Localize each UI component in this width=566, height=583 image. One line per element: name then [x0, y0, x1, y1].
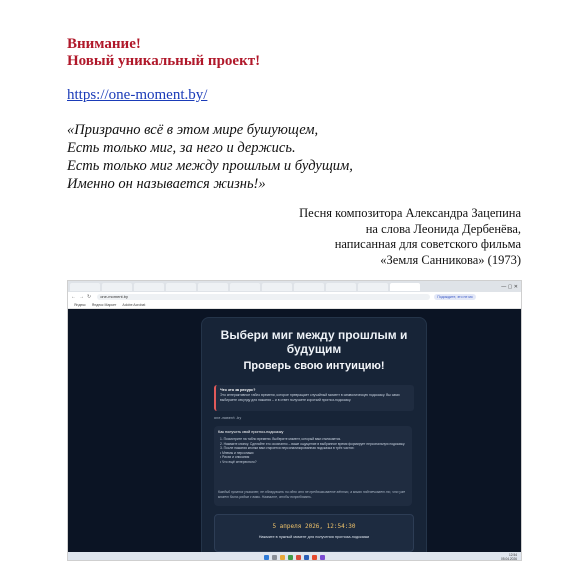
howto-step: • Рисхи и описания [220, 455, 250, 460]
system-clock[interactable] [501, 553, 517, 561]
quote-line: «Призрачно всё в этом мире бушующем, [67, 122, 319, 138]
window-controls[interactable]: — ▢ ✕ [501, 283, 518, 290]
forward-icon[interactable]: → [79, 293, 84, 300]
howto-step: • Мнемы и персонажи [220, 450, 254, 455]
song-credit [299, 206, 521, 268]
site-tag: one-moment.by [214, 416, 242, 420]
heading-line-1: Внимание! [67, 36, 141, 52]
info-box [214, 385, 414, 411]
browser-tab[interactable] [166, 283, 196, 291]
app-icon[interactable] [288, 555, 293, 560]
clock-time: 12:54 [509, 553, 517, 557]
reload-icon[interactable]: ↻ [87, 293, 92, 300]
url-field[interactable]: one-moment.by [97, 294, 430, 300]
page-subtitle: Проверь свою интуицию! [243, 360, 385, 372]
browser-tab[interactable] [230, 283, 260, 291]
address-action-button[interactable]: Подождите, это не мо [434, 294, 476, 300]
browser-tab[interactable] [262, 283, 292, 291]
browser-tab[interactable] [134, 283, 164, 291]
browser-tab-active[interactable] [390, 283, 420, 291]
heading-line-2: Новый уникальный проект! [67, 53, 261, 69]
howto-step: • Что ещё интересного? [220, 459, 257, 464]
howto-step: 1. Посмотрите на табло времени. Выберите момент, который вам откликается. [220, 437, 342, 441]
browser-tab[interactable] [294, 283, 324, 291]
song-quote [67, 121, 353, 193]
browser-tab[interactable] [102, 283, 132, 291]
explorer-icon[interactable] [280, 555, 285, 560]
info-answer: Это интерактивное табло времени, которое превращает случайный момент в символическую подсказку. Вы сами выбираете секунду для нажатия – и в ответ получаете короткий прогноз-подсказку. [220, 393, 400, 402]
embedded-browser-screenshot [67, 280, 522, 561]
web-page [68, 309, 521, 552]
browser-tab-bar [68, 281, 521, 292]
howto-footer: Каждый прогноз уникален, не обнаружить ни одно что не предсказываете жёстко, а мягко подсвечивает то, что уже может быть рядом с вами. Нажмите, чтобы попробовать. [218, 490, 406, 499]
chrome-icon[interactable] [312, 555, 317, 560]
address-bar [68, 292, 521, 301]
credit-line: на слова Леонида Дербенёва, [365, 221, 521, 236]
search-icon[interactable] [272, 555, 277, 560]
back-icon[interactable]: ← [71, 293, 76, 300]
quote-line: Именно он называется жизнь!» [67, 176, 266, 192]
howto-list [220, 437, 406, 465]
howto-title: Как получить свой прогноз-подсказку [218, 430, 284, 434]
credit-line: «Земля Санникова» (1973) [380, 252, 521, 267]
howto-step: 2. Нажмите кнопку. Сделайте это осознанно – ваше ощущение в выбранное время формирует персональную подсказку. [220, 441, 406, 446]
bookmark-item[interactable]: Яндекс Маркет [91, 302, 117, 307]
browser-tab[interactable] [70, 283, 100, 291]
bookmark-item[interactable]: Adobe Acrobat [122, 302, 146, 307]
info-question: Что это за ресурс? [220, 388, 256, 392]
credit-line: Песня композитора Александра Зацепина [299, 206, 521, 220]
moment-cta: Нажмите в нужный момент для получения прогноза-подсказки [258, 535, 370, 539]
current-date-time: 5 апреля 2026, 12:54:30 [272, 523, 356, 530]
app-icon[interactable] [296, 555, 301, 560]
browser-tab[interactable] [326, 283, 356, 291]
app-icon[interactable] [320, 555, 325, 560]
clock-date: 05.04.2026 [501, 557, 517, 561]
main-card [201, 317, 427, 559]
quote-line: Есть только миг, за него и держись. [67, 140, 296, 156]
credit-line: написанная для советского фильма [334, 237, 521, 251]
bookmark-item[interactable]: Яндекс [74, 302, 86, 307]
project-link[interactable]: https://one-moment.by/ [67, 87, 208, 103]
browser-tab[interactable] [358, 283, 388, 291]
browser-tab[interactable] [198, 283, 228, 291]
announcement-heading [67, 36, 260, 70]
quote-line: Есть только миг между прошлым и будущим, [67, 158, 353, 174]
taskbar [68, 552, 521, 561]
bookmarks-bar [68, 301, 521, 309]
moment-button[interactable] [214, 514, 414, 552]
howto-step: 3. После нажатия кнопки вам откроется персонализированная подсказка в трёх частях: [220, 446, 355, 451]
page-title: Выбери миг между прошлым и будущим [220, 328, 408, 356]
howto-box [214, 426, 412, 506]
start-icon[interactable] [264, 555, 269, 560]
word-icon[interactable] [304, 555, 309, 560]
